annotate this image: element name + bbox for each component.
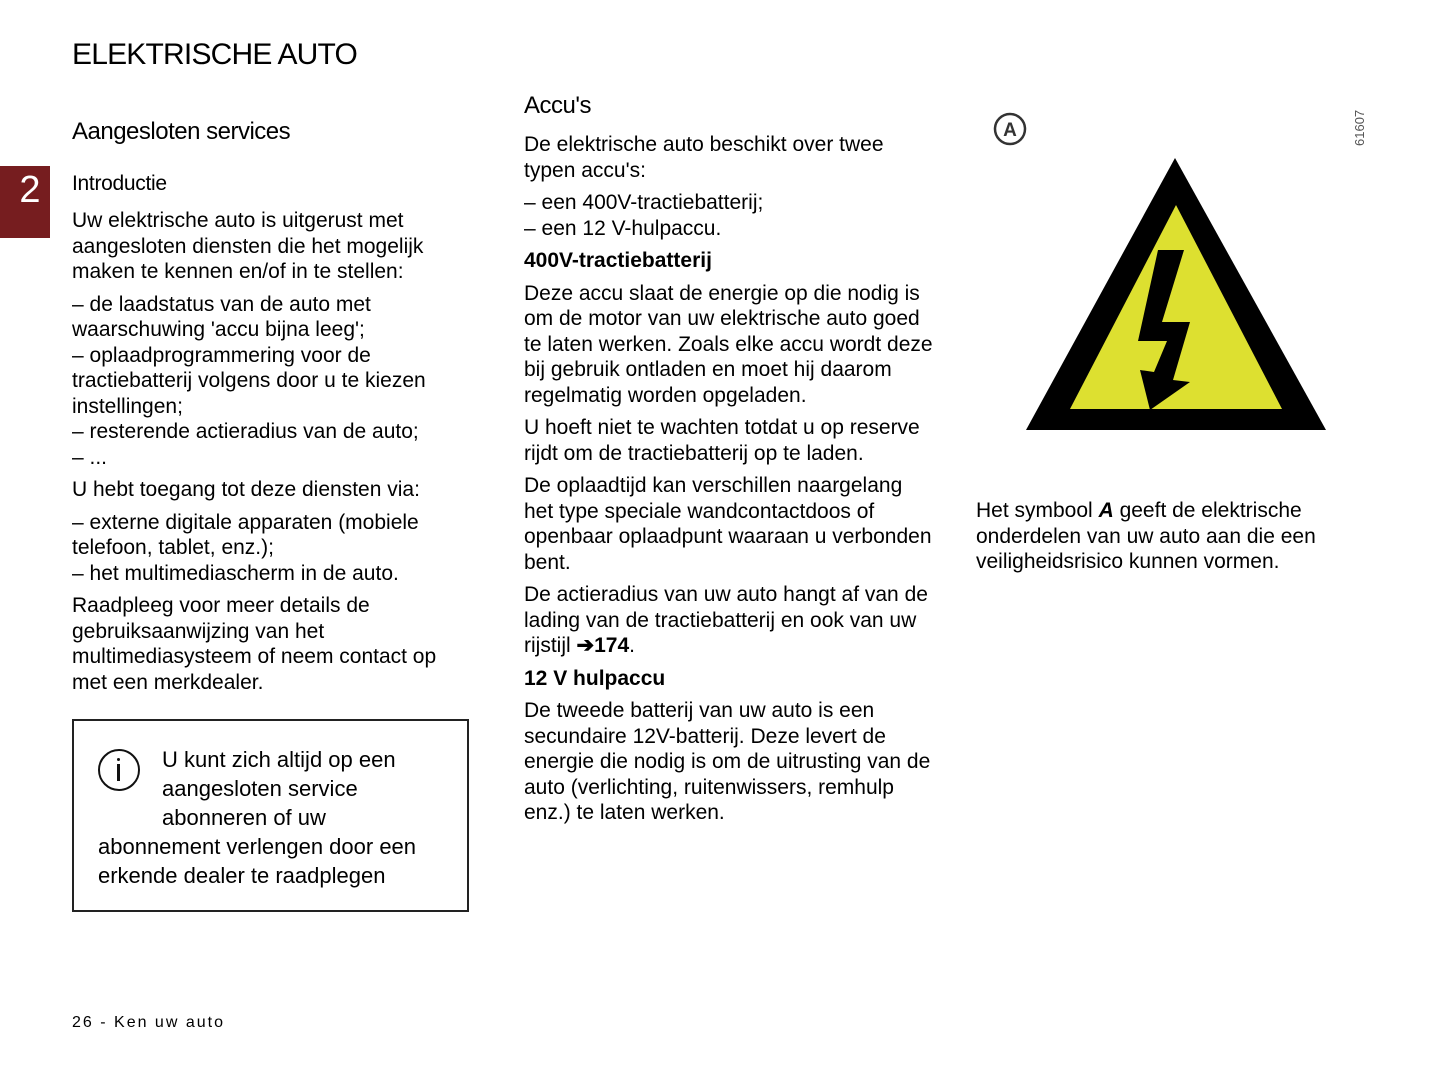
paragraph-end: . — [629, 634, 635, 657]
list-item: – de laadstatus van de auto met waarschuwing 'accu bijna leeg'; — [72, 292, 371, 341]
paragraph — [524, 582, 934, 659]
column-figure-caption — [976, 498, 1376, 575]
page-footer: 26 - Ken uw auto — [72, 1014, 225, 1031]
subsection-title: Introductie — [72, 172, 167, 195]
note-line: abonneren of uw — [162, 805, 326, 830]
list-item: – oplaadprogrammering voor de tractiebatterij volgens door u te kiezen instellingen; — [72, 343, 426, 418]
caption-text: Het symbool — [976, 499, 1093, 522]
access-paragraph: U hebt toegang tot deze diensten via: — [72, 478, 420, 501]
note-line: aangesloten service — [162, 776, 358, 801]
paragraph: Deze accu slaat de energie op die nodig is om de motor van uw elektrische auto goed te laten werken. Zoals elke accu wordt deze bij gebruik ontladen en moet hij daarom regelmatig worden opgeladen. — [524, 281, 933, 407]
page-reference-link[interactable]: 174 — [594, 634, 630, 657]
list-item: – ... — [72, 445, 108, 469]
list-item: – een 12 V-hulpaccu. — [524, 216, 722, 240]
column-connected-services — [72, 118, 472, 695]
list-item: – het multimediascherm in de auto. — [72, 561, 399, 585]
info-note-box — [72, 719, 469, 912]
caption-symbol: A — [1098, 499, 1114, 522]
paragraph: De oplaadtijd kan verschillen naargelang het type speciale wandcontactdoos of openbaar oplaadpunt waaraan u verbonden bent. — [524, 474, 932, 574]
high-voltage-warning-icon — [990, 100, 1370, 440]
page-title: ELEKTRISCHE AUTO — [72, 38, 358, 71]
paragraph: De tweede batterij van uw auto is een secundaire 12V-batterij. Deze levert de energie die nodig is om de uitrusting van de auto (verlichting, ruitenwissers, remhulp enz.) te laten werken. — [524, 699, 931, 824]
note-line: U kunt zich altijd op een — [162, 747, 396, 772]
caption-text: geeft de elektrische onderdelen van uw auto aan die een veiligheidsrisico kunnen vormen. — [976, 499, 1316, 573]
paragraph: U hoeft niet te wachten totdat u op reserve rijdt om de tractiebatterij op te laden. — [524, 416, 920, 465]
subsection-title: 12 V hulpaccu — [524, 666, 666, 690]
arrow-right-icon: ➔ — [576, 634, 595, 657]
svg-text:A: A — [1003, 120, 1017, 141]
note-line: abonnement verlengen door een erkende dealer te raadplegen — [98, 834, 417, 888]
section-title: Aangesloten services — [72, 118, 291, 145]
info-note-text — [98, 745, 448, 890]
subsection-title: 400V-tractiebatterij — [524, 249, 712, 272]
section-title: Accu's — [524, 92, 591, 119]
intro-paragraph: Uw elektrische auto is uitgerust met aangesloten diensten die het mogelijk maken te kennen en/of in te stellen: — [72, 209, 424, 283]
list-item: – resterende actieradius van de auto; — [72, 420, 419, 443]
paragraph-text: De actieradius van uw auto hangt af van de lading van de tractiebatterij en ook van uw rijstijl — [524, 583, 928, 657]
chapter-tab: 2 — [0, 166, 50, 238]
consult-paragraph: Raadpleeg voor meer details de gebruiksaanwijzing van het multimediasysteem of neem contact op met een merkdealer. — [72, 594, 437, 694]
list-item: – externe digitale apparaten (mobiele telefoon, tablet, enz.); — [72, 510, 419, 559]
intro-paragraph: De elektrische auto beschikt over twee typen accu's: — [524, 133, 884, 182]
high-voltage-warning-figure — [990, 100, 1370, 440]
list-item: – een 400V-tractiebatterij; — [524, 191, 764, 214]
figure-code: 61607 — [1352, 109, 1367, 146]
column-batteries — [524, 92, 934, 826]
figure-caption — [976, 498, 1376, 575]
